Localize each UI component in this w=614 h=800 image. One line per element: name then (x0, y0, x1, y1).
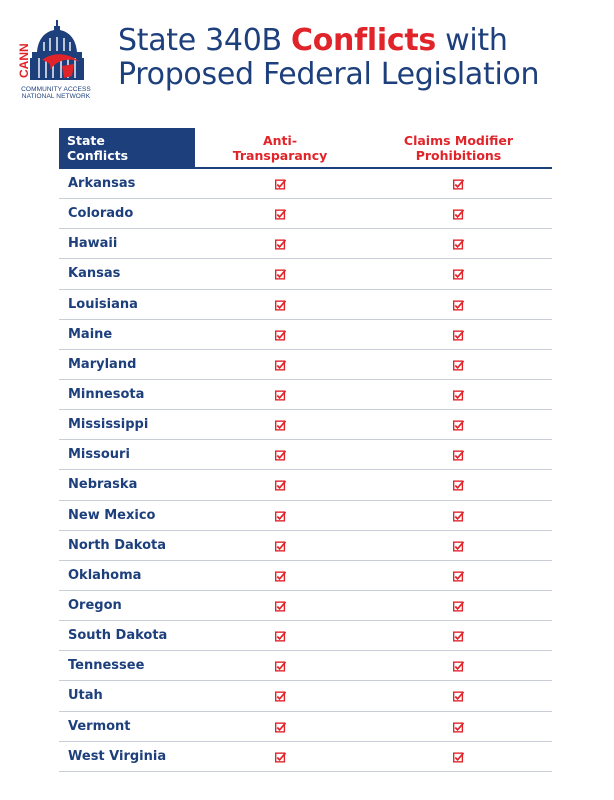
checked-box-icon (453, 179, 464, 190)
page-title (118, 24, 539, 92)
table-row (59, 500, 552, 530)
anti-transparancy-cell (195, 530, 365, 560)
state-name: Vermont (59, 711, 195, 741)
capitol-dome-icon (17, 18, 92, 84)
header-state-conflicts (59, 128, 195, 168)
table-row (59, 319, 552, 349)
checked-box-icon (275, 300, 286, 311)
claims-modifier-prohibitions-cell (365, 560, 552, 590)
table-row (59, 410, 552, 440)
state-name: New Mexico (59, 500, 195, 530)
checked-box-icon (275, 511, 286, 522)
state-name: Arkansas (59, 168, 195, 199)
anti-transparancy-cell (195, 319, 365, 349)
anti-transparancy-cell (195, 711, 365, 741)
table-header-row (59, 128, 552, 168)
state-name: Maryland (59, 349, 195, 379)
table-row (59, 289, 552, 319)
header-state-line2: Conflicts (67, 147, 129, 163)
claims-modifier-prohibitions-cell (365, 199, 552, 229)
checked-box-icon (275, 722, 286, 733)
anti-transparancy-cell (195, 259, 365, 289)
anti-transparancy-cell (195, 410, 365, 440)
checked-box-icon (275, 360, 286, 371)
checked-box-icon (275, 179, 286, 190)
claims-modifier-prohibitions-cell (365, 651, 552, 681)
anti-transparancy-cell (195, 590, 365, 620)
logo-caption (8, 86, 104, 100)
table-row (59, 590, 552, 620)
logo-caption-line1: COMMUNITY ACCESS (21, 86, 91, 93)
header-col1-line1: Anti- (262, 132, 298, 148)
state-name: Kansas (59, 259, 195, 289)
title-line1 (118, 24, 539, 58)
anti-transparancy-cell (195, 741, 365, 771)
table-row (59, 560, 552, 590)
state-name: Nebraska (59, 470, 195, 500)
checked-box-icon (453, 541, 464, 552)
anti-transparancy-cell (195, 621, 365, 651)
table-row (59, 168, 552, 199)
checked-box-icon (453, 691, 464, 702)
table-row (59, 259, 552, 289)
logo-caption-line2: NATIONAL NETWORK (21, 93, 91, 100)
checked-box-icon (453, 269, 464, 280)
checked-box-icon (275, 480, 286, 491)
state-name: West Virginia (59, 741, 195, 771)
checked-box-icon (453, 209, 464, 220)
checked-box-icon (275, 661, 286, 672)
checked-box-icon (453, 390, 464, 401)
state-name: South Dakota (59, 621, 195, 651)
claims-modifier-prohibitions-cell (365, 440, 552, 470)
claims-modifier-prohibitions-cell (365, 289, 552, 319)
checked-box-icon (453, 239, 464, 250)
anti-transparancy-cell (195, 229, 365, 259)
title-part2: with (435, 23, 508, 58)
anti-transparancy-cell (195, 500, 365, 530)
table-row (59, 440, 552, 470)
state-name: Tennessee (59, 651, 195, 681)
state-name: Utah (59, 681, 195, 711)
checked-box-icon (275, 420, 286, 431)
table-row (59, 349, 552, 379)
table-row (59, 681, 552, 711)
claims-modifier-prohibitions-cell (365, 681, 552, 711)
table-row (59, 530, 552, 560)
claims-modifier-prohibitions-cell (365, 379, 552, 409)
checked-box-icon (275, 209, 286, 220)
checked-box-icon (453, 631, 464, 642)
logo-mark: CANN (17, 43, 31, 78)
state-name: Minnesota (59, 379, 195, 409)
table-row (59, 741, 552, 771)
table-row (59, 470, 552, 500)
checked-box-icon (453, 511, 464, 522)
state-name: Hawaii (59, 229, 195, 259)
state-name: Louisiana (59, 289, 195, 319)
title-line2: Proposed Federal Legislation (118, 57, 540, 92)
claims-modifier-prohibitions-cell (365, 168, 552, 199)
checked-box-icon (453, 330, 464, 341)
claims-modifier-prohibitions-cell (365, 410, 552, 440)
state-conflicts-table (59, 128, 552, 772)
table-row (59, 379, 552, 409)
checked-box-icon (453, 601, 464, 612)
checked-box-icon (275, 571, 286, 582)
checked-box-icon (453, 360, 464, 371)
claims-modifier-prohibitions-cell (365, 711, 552, 741)
claims-modifier-prohibitions-cell (365, 530, 552, 560)
state-name: Mississippi (59, 410, 195, 440)
anti-transparancy-cell (195, 349, 365, 379)
header-anti-transparancy (195, 128, 365, 168)
anti-transparancy-cell (195, 168, 365, 199)
checked-box-icon (453, 571, 464, 582)
title-highlight: Conflicts (291, 23, 436, 58)
checked-box-icon (275, 541, 286, 552)
claims-modifier-prohibitions-cell (365, 621, 552, 651)
claims-modifier-prohibitions-cell (365, 349, 552, 379)
claims-modifier-prohibitions-cell (365, 741, 552, 771)
claims-modifier-prohibitions-cell (365, 319, 552, 349)
claims-modifier-prohibitions-cell (365, 590, 552, 620)
checked-box-icon (453, 752, 464, 763)
title-part1: State 340B (118, 23, 292, 58)
table-row (59, 199, 552, 229)
claims-modifier-prohibitions-cell (365, 470, 552, 500)
checked-box-icon (275, 691, 286, 702)
checked-box-icon (453, 661, 464, 672)
checked-box-icon (453, 722, 464, 733)
checked-box-icon (453, 450, 464, 461)
table-row (59, 229, 552, 259)
checked-box-icon (453, 420, 464, 431)
table-row (59, 621, 552, 651)
header-col2-line1: Claims Modifier (403, 132, 514, 148)
claims-modifier-prohibitions-cell (365, 229, 552, 259)
table-row (59, 711, 552, 741)
checked-box-icon (453, 300, 464, 311)
anti-transparancy-cell (195, 681, 365, 711)
header-col2-line2: Prohibitions (415, 147, 502, 163)
checked-box-icon (453, 480, 464, 491)
header-col1-line2: Transparancy (232, 147, 328, 163)
anti-transparancy-cell (195, 560, 365, 590)
anti-transparancy-cell (195, 199, 365, 229)
checked-box-icon (275, 601, 286, 612)
state-name: Maine (59, 319, 195, 349)
checked-box-icon (275, 239, 286, 250)
claims-modifier-prohibitions-cell (365, 259, 552, 289)
anti-transparancy-cell (195, 379, 365, 409)
checked-box-icon (275, 752, 286, 763)
table-body (59, 168, 552, 771)
anti-transparancy-cell (195, 289, 365, 319)
state-name: Oklahoma (59, 560, 195, 590)
anti-transparancy-cell (195, 651, 365, 681)
checked-box-icon (275, 330, 286, 341)
checked-box-icon (275, 450, 286, 461)
claims-modifier-prohibitions-cell (365, 500, 552, 530)
anti-transparancy-cell (195, 470, 365, 500)
checked-box-icon (275, 390, 286, 401)
header-state-line1: State (67, 132, 105, 148)
state-name: Oregon (59, 590, 195, 620)
cann-logo (8, 18, 104, 104)
checked-box-icon (275, 269, 286, 280)
table-row (59, 651, 552, 681)
header-claims-modifier (365, 128, 552, 168)
anti-transparancy-cell (195, 440, 365, 470)
state-name: North Dakota (59, 530, 195, 560)
state-name: Colorado (59, 199, 195, 229)
state-name: Missouri (59, 440, 195, 470)
checked-box-icon (275, 631, 286, 642)
